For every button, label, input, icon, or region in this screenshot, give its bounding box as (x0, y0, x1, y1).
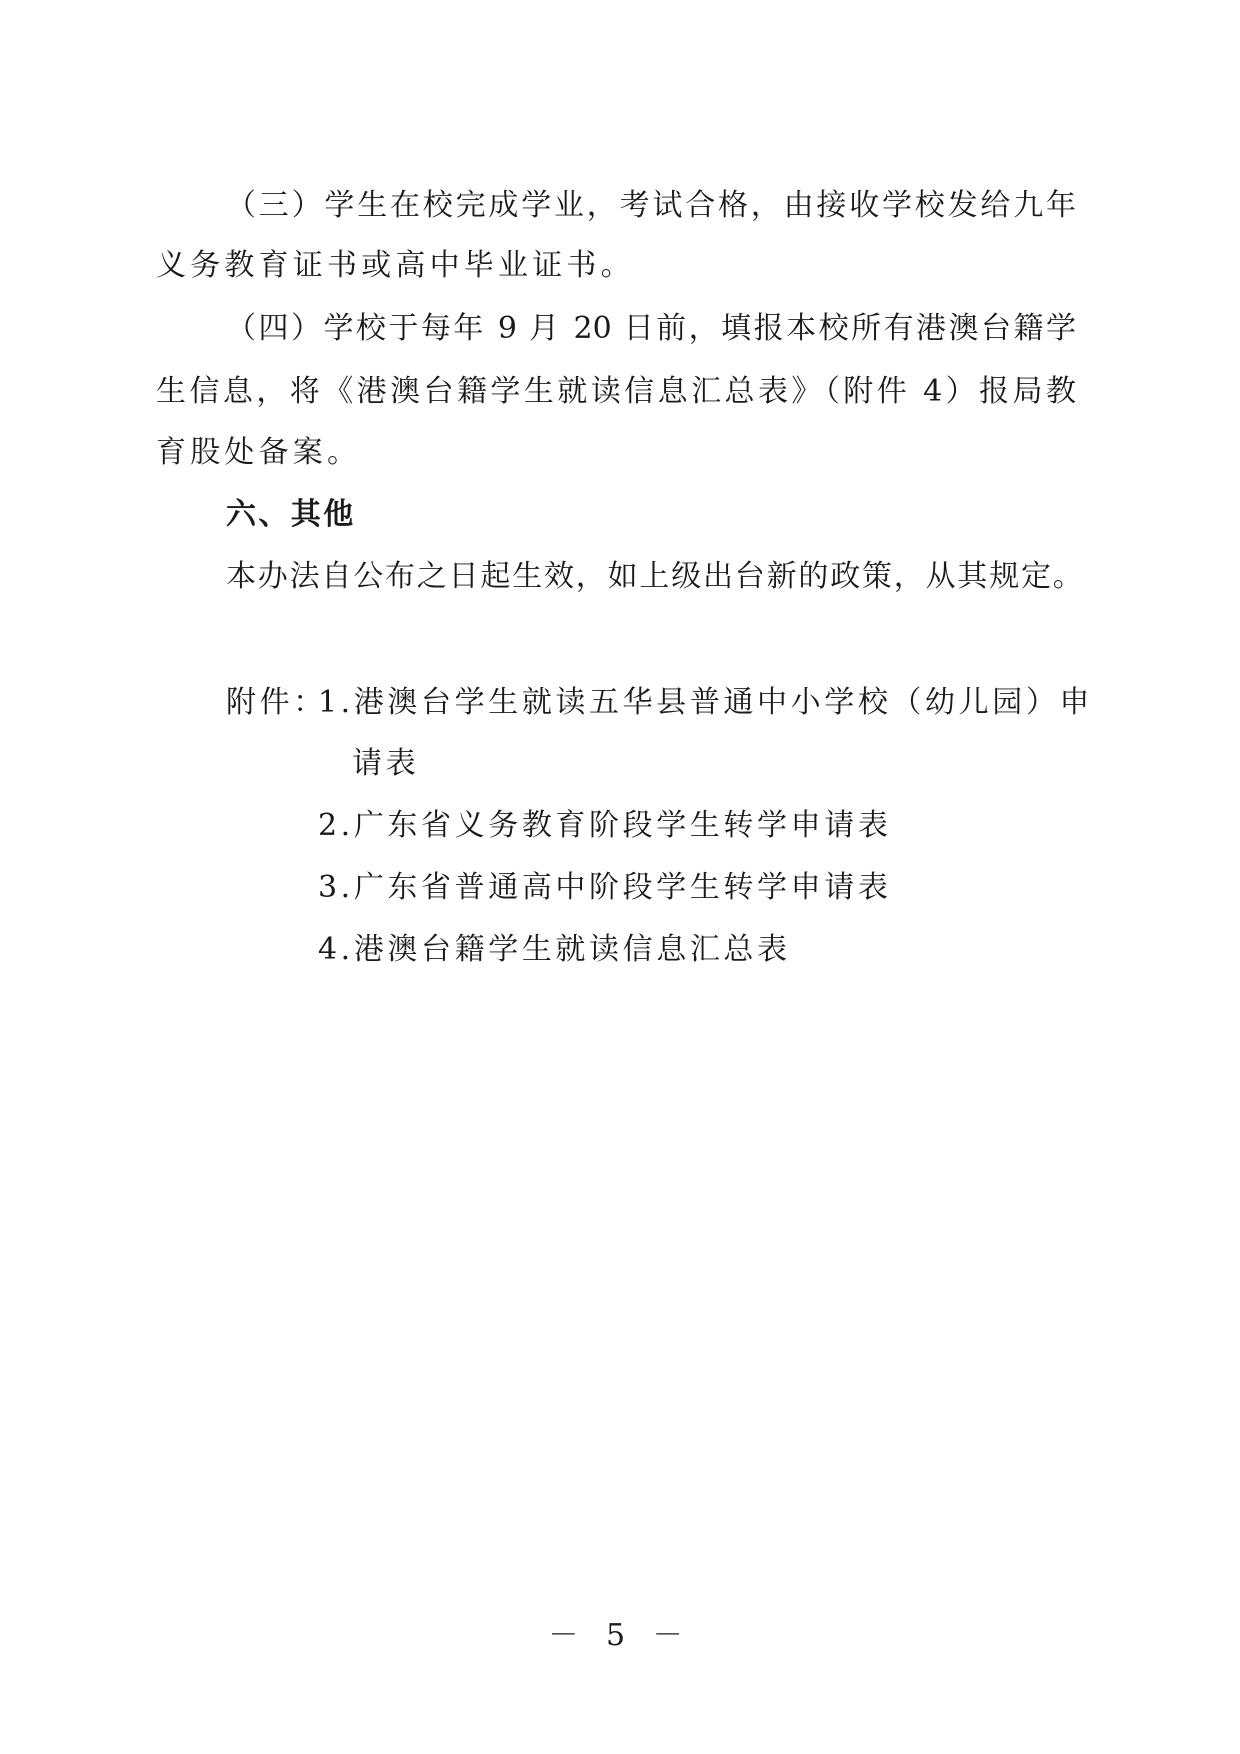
attachment-item-4: 4.港澳台籍学生就读信息汇总表 (318, 932, 791, 967)
para4-line1: （四）学校于每年 9 月 20 日前，填报本校所有港澳台籍学 (226, 311, 1076, 346)
attachment-item-3: 3.广东省普通高中阶段学生转学申请表 (318, 870, 892, 905)
page-number: － 5 － (548, 1618, 692, 1653)
section-heading-other: 六、其他 (226, 497, 356, 532)
para4-line3: 育股处备案。 (156, 435, 362, 470)
section-text-other: 本办法自公布之日起生效，如上级出台新的政策，从其规定。 (226, 559, 1085, 594)
attachment-item-1-cont: 请表 (352, 746, 420, 781)
attachment-item-1: 1.港澳台学生就读五华县普通中小学校（幼儿园）申 (318, 685, 1094, 720)
para3-line2: 义务教育证书或高中毕业证书。 (156, 248, 635, 283)
attachments-label: 附件： (226, 685, 327, 720)
para4-line2: 生信息，将《港澳台籍学生就读信息汇总表》（附件 4）报局教 (156, 374, 1076, 409)
attachment-item-2: 2.广东省义务教育阶段学生转学申请表 (318, 808, 892, 843)
para3-line1: （三）学生在校完成学业，考试合格，由接收学校发给九年 (226, 188, 1076, 223)
